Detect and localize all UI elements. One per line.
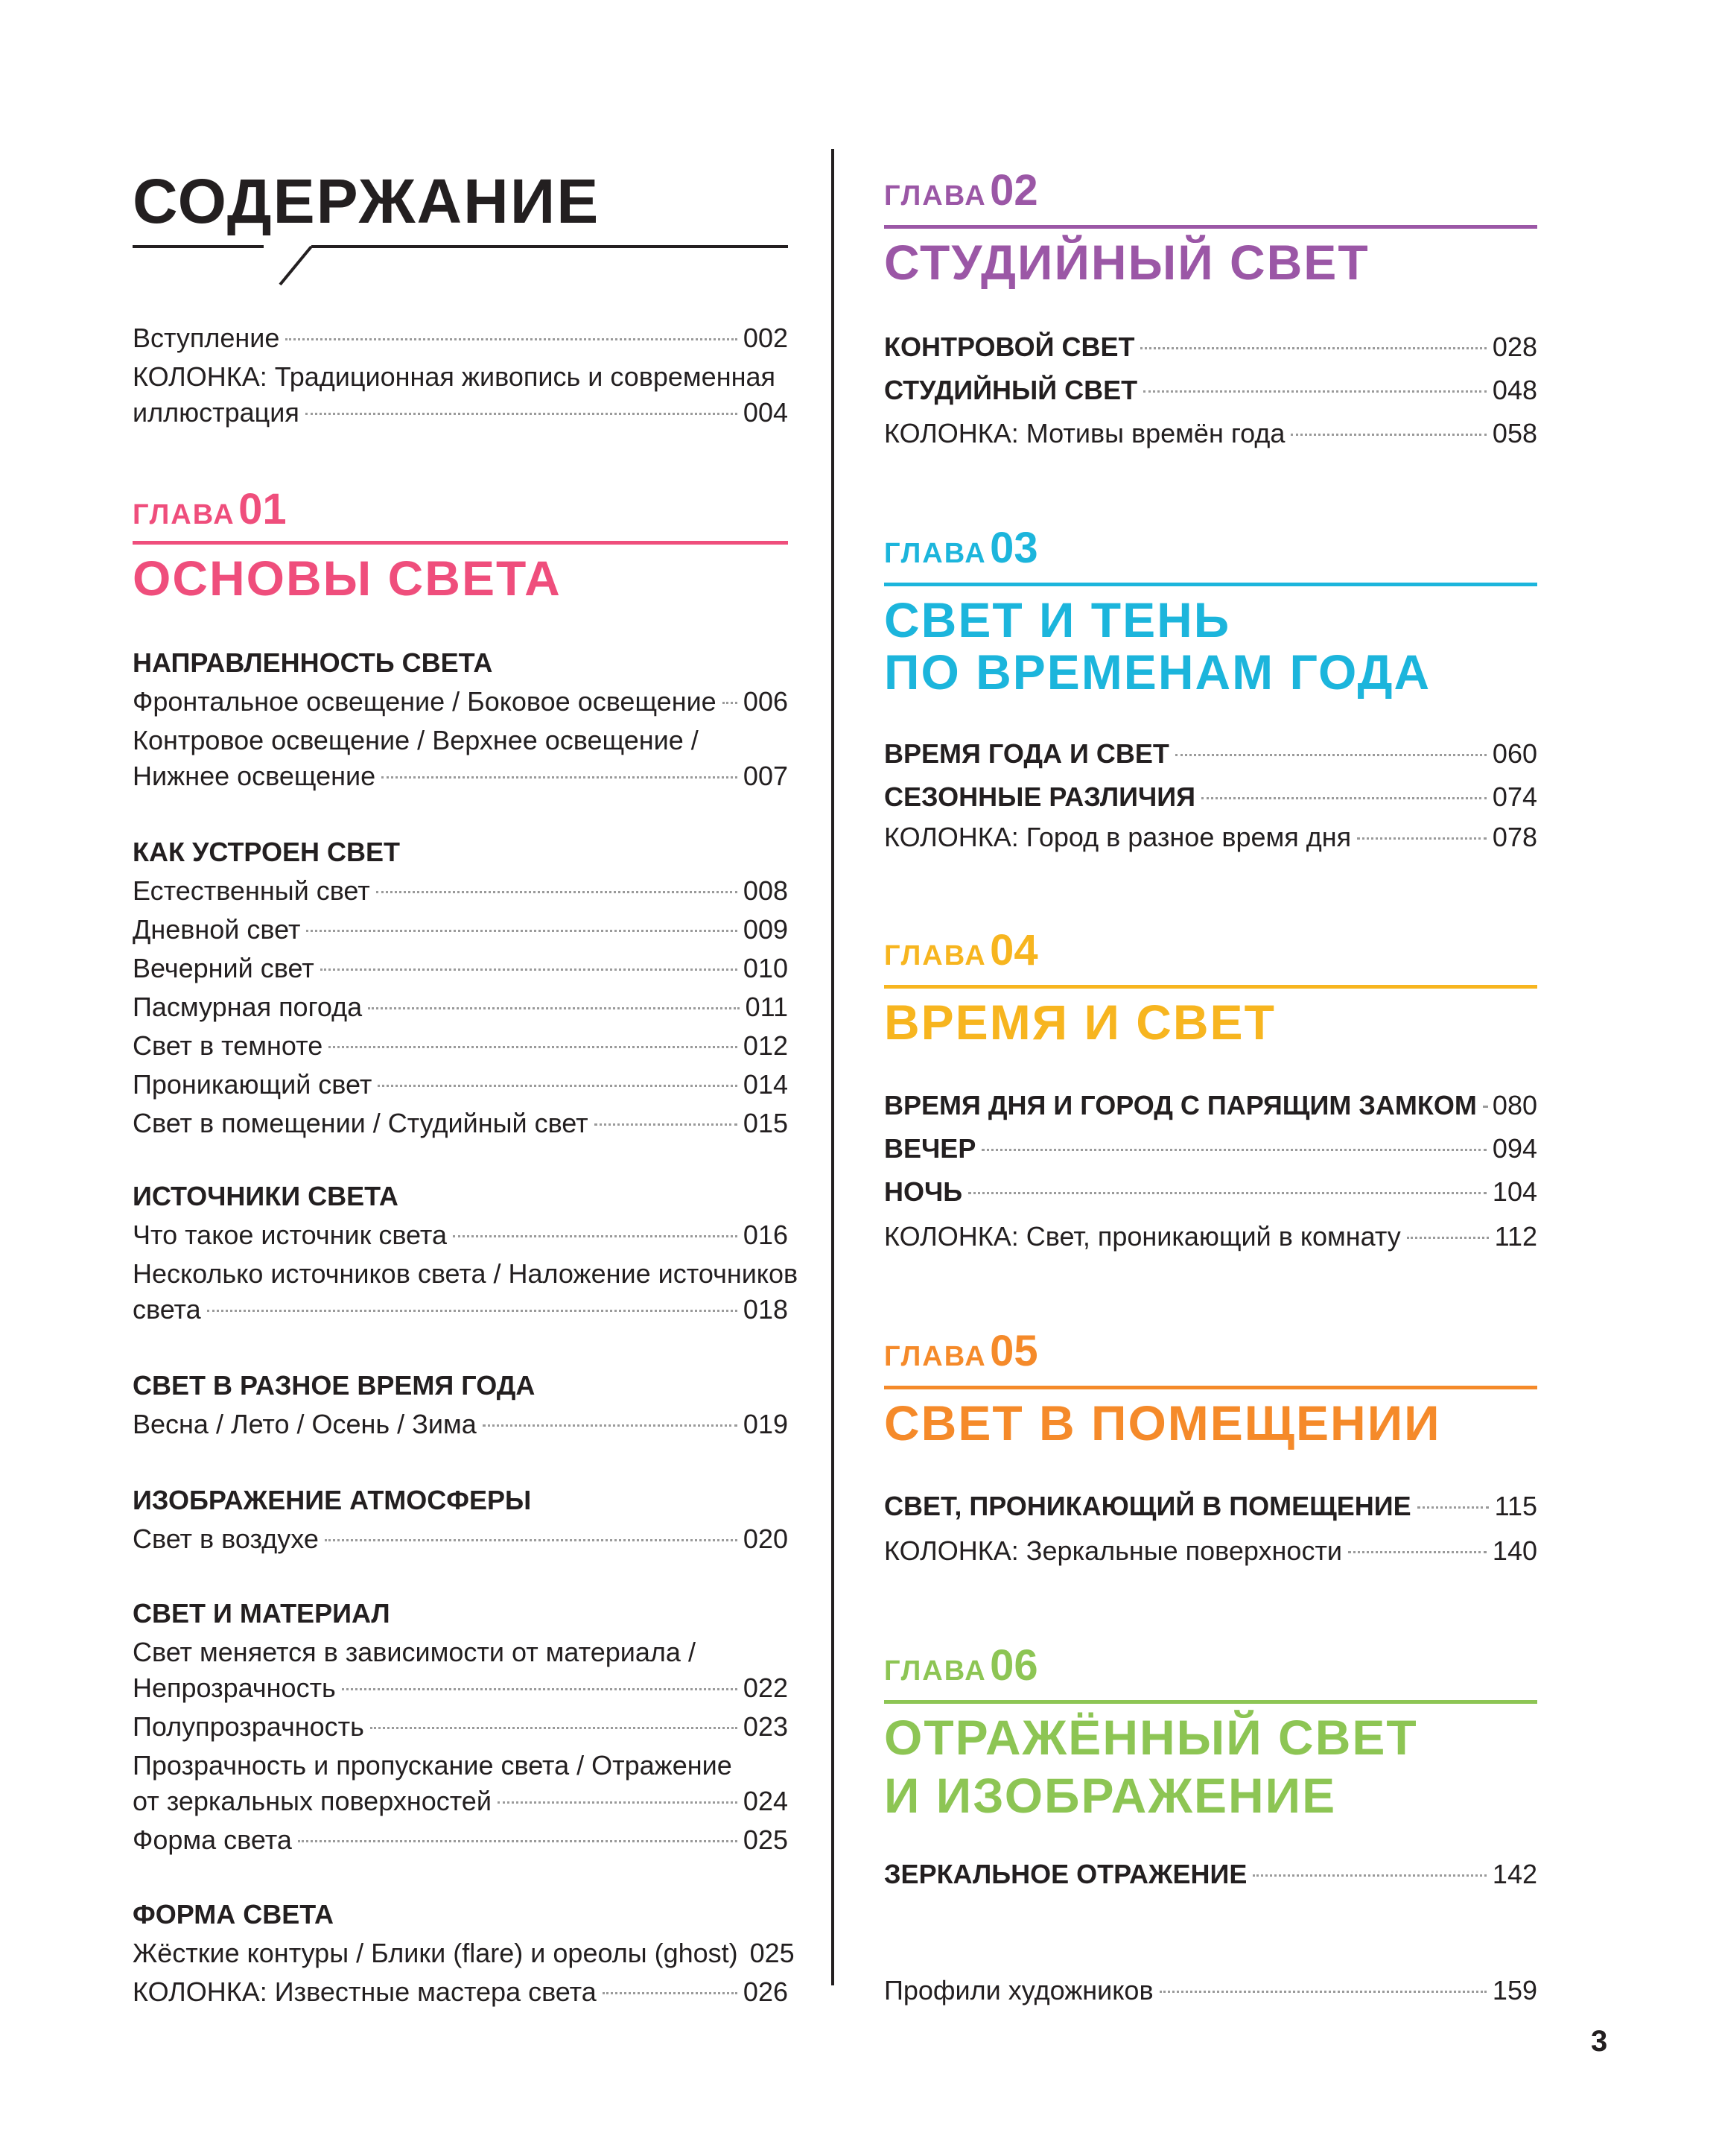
entry-title: Профили художников [884, 1975, 1154, 2006]
entry-title: Пасмурная погода [133, 992, 363, 1022]
dot-leader [305, 413, 737, 415]
entry-title-line2: от зеркальных поверхностей [133, 1786, 492, 1816]
chapter-rule [884, 985, 1537, 989]
chapter-word: ГЛАВА [884, 1341, 987, 1372]
dot-leader [1140, 347, 1486, 349]
chapter-rule [884, 1386, 1537, 1389]
entry-title-line2: Непрозрачность [133, 1673, 336, 1703]
page-number: 104 [1492, 1176, 1537, 1207]
page-number: 020 [743, 1524, 788, 1554]
dot-leader [1253, 1874, 1487, 1877]
page-number: 002 [743, 323, 788, 353]
page-number: 018 [743, 1294, 788, 1325]
dot-leader [1143, 390, 1487, 393]
toc-entry[interactable] [133, 989, 788, 1025]
toc-entry[interactable] [133, 1748, 788, 1819]
entry-title: Дневной свет [133, 914, 301, 945]
chapter-title[interactable]: СТУДИЙНЫЙ СВЕТ [884, 235, 1370, 290]
page-number: 009 [743, 914, 788, 945]
dot-leader [378, 1085, 737, 1087]
dot-leader [328, 1046, 737, 1048]
entry-title: СТУДИЙНЫЙ СВЕТ [884, 375, 1138, 405]
chapter-label [884, 1326, 1038, 1376]
toc-entry[interactable] [884, 779, 1537, 815]
page-number: 094 [1492, 1133, 1537, 1164]
page-number: 048 [1492, 375, 1537, 405]
dot-leader [453, 1235, 737, 1237]
toc-entry[interactable] [133, 1106, 788, 1141]
page-number: 011 [745, 992, 788, 1022]
dot-leader [1291, 434, 1487, 436]
dot-leader [1407, 1237, 1489, 1239]
entry-title: КОНТРОВОЙ СВЕТ [884, 332, 1135, 362]
dot-leader [1357, 837, 1487, 840]
dot-leader [285, 338, 737, 340]
toc-entry[interactable] [133, 1822, 788, 1858]
entry-title-line1: Свет меняется в зависимости от материала / [133, 1637, 696, 1667]
page-number: 019 [743, 1409, 788, 1439]
page-number: 014 [743, 1069, 788, 1100]
page-number: 015 [743, 1108, 788, 1138]
toc-entry[interactable] [884, 1088, 1537, 1123]
title-underline [133, 243, 788, 288]
entry-title: Весна / Лето / Осень / Зима [133, 1409, 477, 1439]
chapter-title[interactable]: СВЕТ В ПОМЕЩЕНИИ [884, 1395, 1441, 1450]
toc-entry[interactable] [133, 1256, 798, 1328]
section-heading[interactable]: ФОРМА СВЕТА [133, 1899, 334, 1930]
entry-title-line2: иллюстрация [133, 397, 299, 428]
toc-entry[interactable] [133, 1974, 788, 2010]
chapter-title-line2[interactable]: ПО ВРЕМЕНАМ ГОДА [884, 644, 1431, 700]
page-number: 078 [1492, 822, 1537, 852]
entry-title: КОЛОНКА: Известные мастера света [133, 1976, 597, 2007]
dot-leader [1175, 754, 1487, 756]
entry-title: КОЛОНКА: Зеркальные поверхности [884, 1535, 1343, 1566]
entry-title: Форма света [133, 1824, 292, 1855]
entry-title-line1: Контровое освещение / Верхнее освещение / [133, 725, 699, 755]
toc-entry[interactable] [133, 1935, 795, 1971]
toc-entry[interactable] [133, 320, 788, 356]
toc-entry[interactable] [884, 372, 1537, 408]
page-number: 028 [1492, 332, 1537, 362]
entry-title: Фронтальное освещение / Боковое освещение [133, 686, 716, 717]
dot-leader [298, 1840, 737, 1842]
page-number: 159 [1492, 1975, 1537, 2006]
page-number: 026 [743, 1976, 788, 2007]
page-number: 010 [743, 953, 788, 983]
folio-page-number: 3 [1591, 2025, 1608, 2058]
chapter-label [884, 523, 1038, 573]
dot-leader [342, 1688, 737, 1690]
section-heading[interactable]: КАК УСТРОЕН СВЕТ [133, 837, 400, 867]
toc-entry[interactable] [133, 1635, 788, 1706]
toc-entry[interactable] [133, 912, 788, 948]
chapter-label [884, 1640, 1038, 1690]
entry-title: Полупрозрачность [133, 1711, 364, 1742]
section-heading[interactable]: ИСТОЧНИКИ СВЕТА [133, 1181, 398, 1211]
dot-leader [498, 1801, 737, 1804]
entry-title: КОЛОНКА: Город в разное время дня [884, 822, 1352, 852]
dot-leader [370, 1727, 737, 1729]
toc-entry[interactable] [884, 1131, 1537, 1167]
entry-title-line1: Несколько источников света / Наложение источников [133, 1258, 798, 1289]
page-number: 115 [1494, 1491, 1537, 1521]
chapter-label [884, 925, 1038, 975]
dot-leader [1160, 1991, 1487, 1993]
entry-title: СВЕТ, ПРОНИКАЮЩИЙ В ПОМЕЩЕНИЕ [884, 1491, 1411, 1521]
chapter-word: ГЛАВА [884, 940, 987, 971]
toc-entry[interactable] [133, 1217, 788, 1253]
page-number: 074 [1492, 781, 1537, 812]
chapter-title[interactable]: ВРЕМЯ И СВЕТ [884, 995, 1276, 1050]
page-number: 024 [743, 1786, 788, 1816]
entry-title: Что такое источник света [133, 1220, 447, 1250]
entry-title-line1: КОЛОНКА: Традиционная живопись и современная [133, 361, 775, 392]
entry-title: СЕЗОННЫЕ РАЗЛИЧИЯ [884, 781, 1196, 812]
section-heading[interactable]: НАПРАВЛЕННОСТЬ СВЕТА [133, 647, 493, 678]
entry-title: Естественный свет [133, 875, 370, 906]
entry-title-line1: Прозрачность и пропускание света / Отражение [133, 1750, 732, 1781]
chapter-word: ГЛАВА [133, 499, 235, 530]
entry-title-line2: света [133, 1294, 201, 1325]
entry-title: Свет в воздухе [133, 1524, 319, 1554]
page-number: 025 [743, 1824, 788, 1855]
page-number: 012 [743, 1030, 788, 1061]
toc-entry[interactable] [133, 1407, 788, 1442]
toc-entry[interactable] [884, 1488, 1537, 1524]
toc-entry[interactable] [884, 1219, 1537, 1255]
entry-title: Жёсткие контуры / Блики (flare) и ореолы (ghost) [133, 1938, 738, 1968]
entry-title: Проникающий свет [133, 1069, 372, 1100]
toc-entry[interactable] [884, 329, 1537, 365]
dot-leader [1483, 1106, 1487, 1108]
dot-leader [968, 1192, 1487, 1194]
entry-title: КОЛОНКА: Мотивы времён года [884, 418, 1286, 448]
page-number: 112 [1494, 1221, 1537, 1252]
chapter-label [133, 484, 287, 534]
toc-entry[interactable] [884, 819, 1537, 855]
page-number: 004 [743, 397, 788, 428]
chapter-title-line2[interactable]: И ИЗОБРАЖЕНИЕ [884, 1768, 1337, 1823]
entry-title: Вступление [133, 323, 280, 353]
page-number: 080 [1492, 1090, 1537, 1120]
page-number: 140 [1492, 1535, 1537, 1566]
section-heading[interactable]: ИЗОБРАЖЕНИЕ АТМОСФЕРЫ [133, 1485, 532, 1515]
toc-entry[interactable] [133, 359, 788, 431]
page-title: СОДЕРЖАНИЕ [133, 166, 600, 236]
dot-leader [982, 1149, 1487, 1151]
toc-entry[interactable] [133, 1521, 788, 1557]
page-number: 060 [1492, 738, 1537, 769]
chapter-number: 03 [990, 524, 1038, 572]
chapter-rule [884, 225, 1537, 229]
chapter-label [884, 165, 1038, 215]
toc-entry[interactable] [133, 723, 788, 794]
chapter-number: 01 [238, 485, 287, 533]
entry-title: ВЕЧЕР [884, 1133, 976, 1164]
section-heading[interactable]: СВЕТ В РАЗНОЕ ВРЕМЯ ГОДА [133, 1370, 536, 1401]
page-number: 006 [743, 686, 788, 717]
toc-entry[interactable] [884, 1533, 1537, 1569]
toc-entry[interactable] [133, 873, 788, 909]
chapter-word: ГЛАВА [884, 1655, 987, 1687]
toc-entry[interactable] [884, 1857, 1537, 1892]
section-heading[interactable]: СВЕТ И МАТЕРИАЛ [133, 1598, 390, 1629]
dot-leader [594, 1123, 737, 1126]
toc-entry[interactable] [133, 951, 788, 986]
entry-title: ВРЕМЯ ГОДА И СВЕТ [884, 738, 1169, 769]
dot-leader [306, 930, 737, 932]
toc-entry[interactable] [884, 1174, 1537, 1210]
dot-leader [483, 1424, 737, 1427]
dot-leader [207, 1310, 737, 1312]
entry-title: КОЛОНКА: Свет, проникающий в комнату [884, 1221, 1401, 1252]
page-number: 008 [743, 875, 788, 906]
chapter-title-line1[interactable]: СВЕТ И ТЕНЬ [884, 592, 1231, 647]
dot-leader [603, 1992, 737, 1994]
entry-title: ВРЕМЯ ДНЯ И ГОРОД С ПАРЯЩИМ ЗАМКОМ [884, 1090, 1477, 1120]
dot-leader [368, 1007, 739, 1009]
dot-leader [1201, 797, 1487, 799]
page-number: 025 [749, 1938, 795, 1968]
chapter-number: 06 [990, 1641, 1038, 1690]
entry-title: Вечерний свет [133, 953, 314, 983]
toc-entry[interactable] [133, 684, 788, 720]
page-number: 023 [743, 1711, 788, 1742]
chapter-rule [884, 1700, 1537, 1704]
chapter-rule [884, 583, 1537, 586]
chapter-word: ГЛАВА [884, 180, 987, 212]
chapter-title-line1[interactable]: ОТРАЖЁННЫЙ СВЕТ [884, 1710, 1418, 1765]
chapter-rule [133, 541, 788, 545]
dot-leader [1348, 1551, 1487, 1553]
page-number: 016 [743, 1220, 788, 1250]
entry-title: Свет в темноте [133, 1030, 323, 1061]
chapter-number: 04 [990, 926, 1038, 974]
dot-leader [381, 776, 737, 779]
dot-leader [320, 968, 737, 971]
entry-title: НОЧЬ [884, 1176, 963, 1207]
page-number: 142 [1492, 1859, 1537, 1889]
entry-title: Свет в помещении / Студийный свет [133, 1108, 588, 1138]
page-number: 007 [743, 761, 788, 791]
chapter-number: 02 [990, 166, 1038, 215]
page-number: 058 [1492, 418, 1537, 448]
dot-leader [1417, 1506, 1489, 1509]
entry-title: ЗЕРКАЛЬНОЕ ОТРАЖЕНИЕ [884, 1859, 1248, 1889]
toc-entry[interactable] [133, 1067, 788, 1103]
toc-entry[interactable] [133, 1028, 788, 1064]
toc-entry[interactable] [884, 1973, 1537, 2008]
chapter-word: ГЛАВА [884, 538, 987, 569]
dot-leader [722, 702, 737, 704]
toc-entry[interactable] [884, 416, 1537, 451]
chapter-number: 05 [990, 1327, 1038, 1375]
dot-leader [376, 891, 737, 893]
page-number: 022 [743, 1673, 788, 1703]
dot-leader [325, 1539, 737, 1541]
column-divider [831, 149, 834, 1985]
chapter-title[interactable]: ОСНОВЫ СВЕТА [133, 551, 562, 606]
toc-entry[interactable] [884, 736, 1537, 772]
toc-entry[interactable] [133, 1709, 788, 1745]
entry-title-line2: Нижнее освещение [133, 761, 376, 791]
